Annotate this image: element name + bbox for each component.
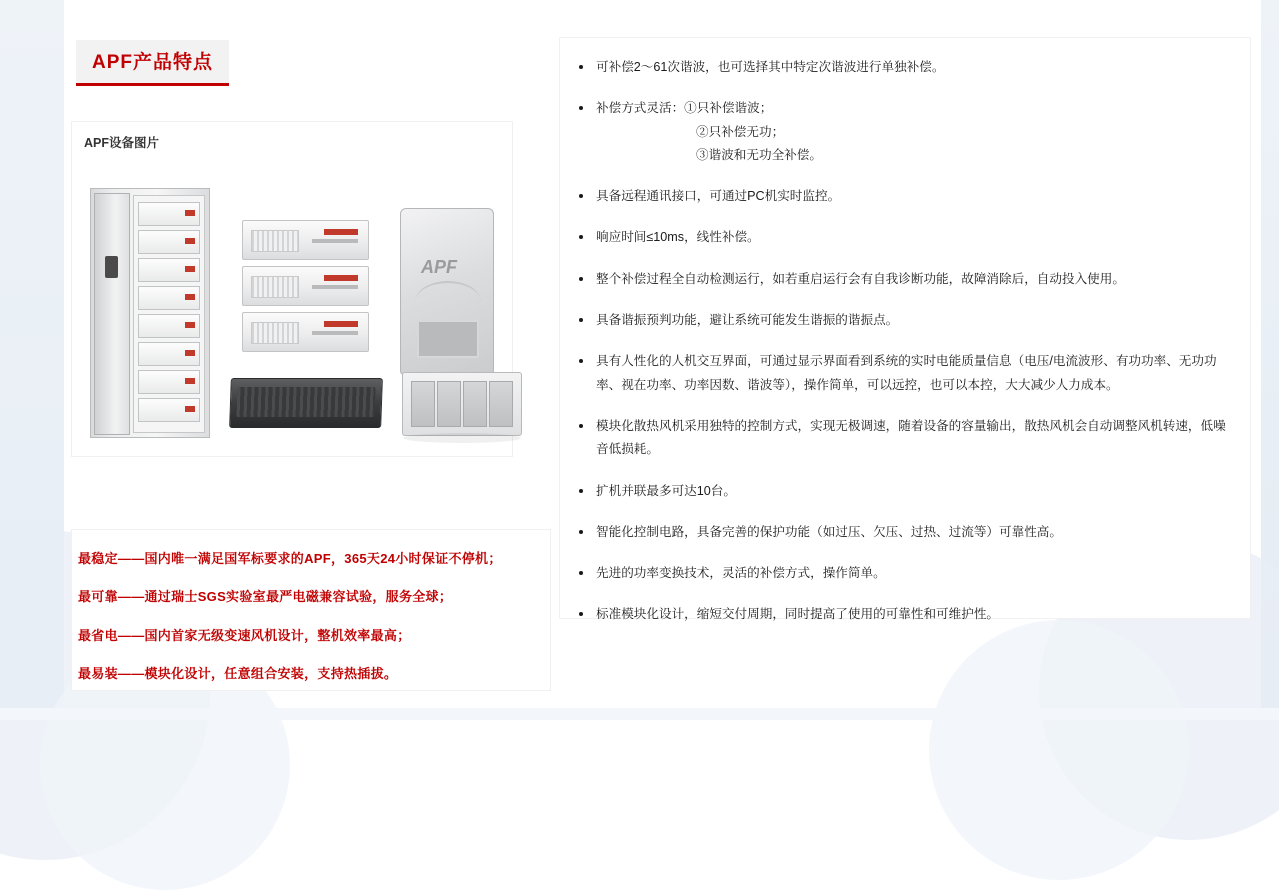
apf-cabinet-image — [90, 188, 210, 438]
highlight-line: 最易装——模块化设计，任意组合安装，支持热插拔。 — [78, 666, 398, 681]
highlight-line: 最可靠——通过瑞士SGS实验室最严电磁兼容试验，服务全球； — [78, 589, 453, 604]
rack-unit-image — [229, 378, 383, 428]
feature-item — [570, 415, 1238, 462]
feature-item — [570, 350, 1238, 397]
decorative-circle-bottom-right-small — [929, 620, 1189, 880]
highlight-line: 最稳定——国内唯一满足国军标要求的APF，365天24小时保证不停机； — [78, 551, 502, 566]
equipment-image-label: APF设备图片 — [84, 136, 160, 150]
power-module-image — [402, 372, 522, 436]
apf-logo-text: APF — [421, 257, 457, 277]
feature-text: 智能化控制电路，具备完善的保护功能（如过压、欠压、过热、过流等）可靠性高。 — [596, 524, 1062, 539]
stacked-module-unit — [242, 266, 369, 306]
feature-item — [570, 480, 1238, 503]
module-slot — [489, 381, 513, 427]
cabinet-module — [138, 286, 200, 310]
module-slot — [411, 381, 435, 427]
equipment-photo-group — [82, 160, 502, 445]
apf-display-screen — [417, 320, 479, 358]
highlight-line: 最省电——国内首家无级变速风机设计，整机效率最高； — [78, 628, 411, 643]
feature-text: 具备远程通讯接口，可通过PC机实时监控。 — [596, 189, 841, 204]
apf-logo-swoosh — [415, 281, 481, 311]
feature-subtext: ②只补偿无功； — [696, 124, 785, 139]
wall-mount-apf-image — [400, 208, 494, 375]
page-title: APF产品特点 — [76, 40, 229, 86]
feature-item — [570, 562, 1238, 585]
stacked-module-unit — [242, 312, 369, 352]
feature-item — [570, 309, 1238, 332]
cabinet-module — [138, 230, 200, 254]
feature-text: 标准模块化设计，缩短交付周期，同时提高了使用的可靠性和可维护性。 — [596, 607, 999, 622]
feature-subtext: ③谐波和无功全补偿。 — [696, 147, 822, 162]
feature-text: 具有人性化的人机交互界面，可通过显示界面看到系统的实时电能质量信息（电压/电流波形、有功功率、无功功率、视在功率、功率因数、谐波等），操作简单，可以远控，也可以本控，大大减少人力成本。 — [596, 354, 1217, 392]
feature-item — [570, 268, 1238, 291]
cabinet-module — [138, 258, 200, 282]
cabinet-module — [138, 342, 200, 366]
module-slot — [437, 381, 461, 427]
cabinet-module — [138, 314, 200, 338]
rack-front-panel — [237, 387, 376, 417]
stacked-module-unit — [242, 220, 369, 260]
cabinet-module — [138, 370, 200, 394]
cabinet-module — [138, 398, 200, 422]
stacked-module-image — [242, 220, 367, 350]
cabinet-module-bay — [133, 195, 205, 433]
feature-text: 响应时间≤10ms，线性补偿。 — [596, 230, 760, 245]
feature-item — [570, 56, 1238, 79]
features-list — [570, 56, 1238, 627]
feature-text: 可补偿2～61次谐波，也可选择其中特定次谐波进行单独补偿。 — [596, 60, 945, 74]
feature-text: 整个补偿过程全自动检测运行，如若重启运行会有自我诊断功能，故障消除后，自动投入使用。 — [596, 271, 1125, 286]
feature-text: 补偿方式灵活：①只补偿谐波； — [596, 101, 773, 116]
equipment-image-panel — [72, 122, 512, 456]
feature-item — [570, 521, 1238, 544]
cabinet-door — [94, 193, 130, 435]
feature-text: 模块化散热风机采用独特的控制方式，实现无极调速，随着设备的容量输出，散热风机会自动调整风机转速，低噪音低损耗。 — [596, 418, 1226, 457]
feature-item — [570, 97, 1238, 167]
feature-item — [570, 185, 1238, 208]
cabinet-module — [138, 202, 200, 226]
feature-text: 先进的功率变换技术，灵活的补偿方式，操作简单。 — [596, 566, 886, 581]
feature-text: 扩机并联最多可达10台。 — [596, 483, 736, 498]
features-panel — [560, 38, 1250, 622]
feature-item — [570, 603, 1238, 626]
highlights-panel — [72, 530, 550, 690]
feature-text: 具备谐振预判功能，避让系统可能发生谐振的谐振点。 — [596, 313, 899, 328]
module-shadow — [403, 433, 521, 443]
bottom-decorative-band — [0, 708, 1279, 720]
feature-item — [570, 226, 1238, 249]
module-slot — [463, 381, 487, 427]
cabinet-door-handle — [105, 256, 118, 278]
